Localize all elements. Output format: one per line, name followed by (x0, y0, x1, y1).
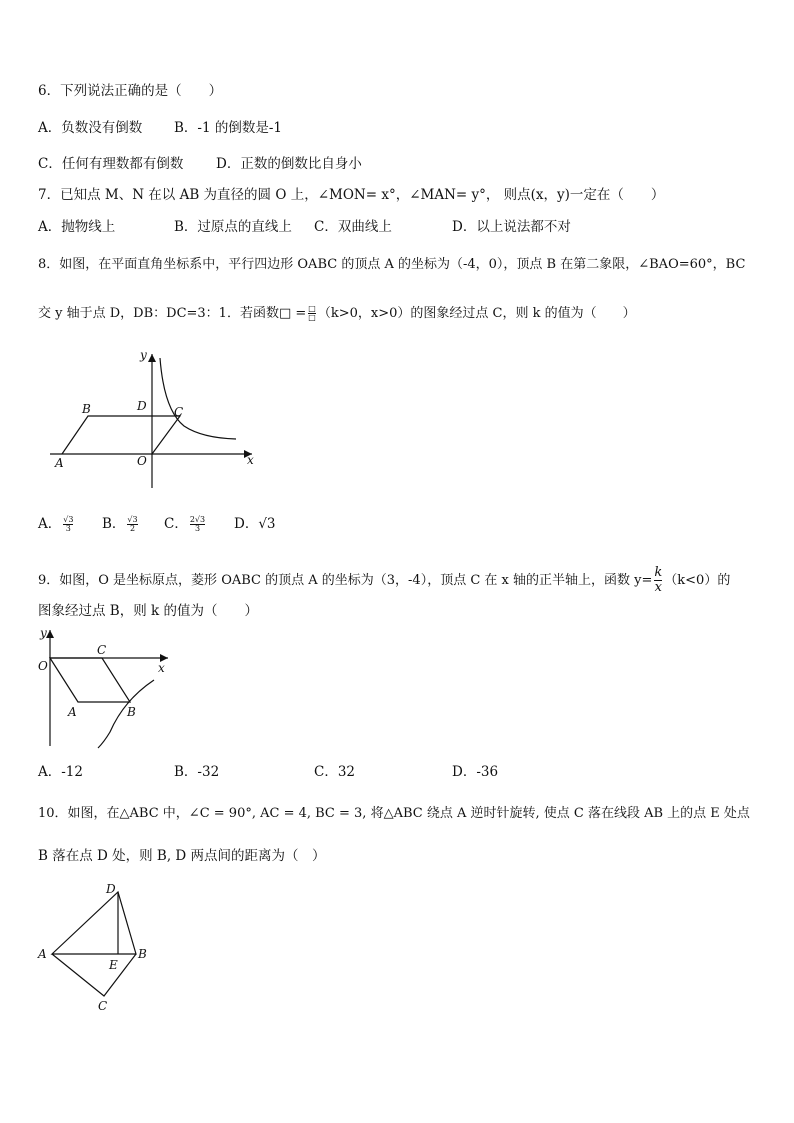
q9-label-b: B (127, 705, 136, 719)
q8-function-num: □ (308, 304, 316, 313)
q10-label-b: B (138, 947, 147, 961)
q8-option-b-frac (127, 516, 137, 533)
q8-stem-line2 (38, 305, 636, 323)
q8-label-y: y (140, 348, 147, 362)
q8-label-o: O (137, 454, 147, 468)
q8-option-c-num: 2√3 (189, 515, 206, 524)
q10-stem-line2: B 落在点 D 处，则 B, D 两点间的距离为（ ） (38, 848, 326, 864)
q8-option-b-num: √3 (127, 515, 138, 524)
q8-stem-line1: 8．如图，在平面直角坐标系中，平行四边形 OABC 的顶点 A 的坐标为（-4，0），顶点 B 在第二象限，∠BAO=60°，BC (38, 257, 746, 272)
q10-label-a: A (38, 947, 47, 961)
q9-label-a: A (68, 705, 77, 719)
q8-option-b (102, 515, 140, 533)
q9-function-fraction (654, 566, 662, 595)
q9-stem-part1: 9．如图，O 是坐标原点，菱形 OABC 的顶点 A 的坐标为（3，-4），顶点 C 在 x 轴的正半轴上，函数 y= (38, 573, 653, 588)
q8-option-c-frac (190, 516, 205, 533)
q9-option-b: B．-32 (174, 764, 220, 780)
q10-label-e: E (109, 958, 118, 972)
q8-function-fraction (308, 305, 316, 322)
q8-option-b-den: 2 (127, 524, 137, 533)
q9-label-c: C (97, 643, 107, 657)
q8-function-den: □ (308, 313, 316, 322)
q10-label-d: D (106, 882, 116, 896)
q8-figure (40, 340, 270, 495)
q8-label-d: D (137, 399, 147, 413)
q8-option-b-label: B． (102, 516, 126, 532)
q8-option-c (164, 515, 207, 533)
q8-option-c-label: C． (164, 516, 188, 532)
q8-option-a-label: A． (38, 516, 62, 532)
q8-option-c-den: 3 (190, 524, 205, 533)
q9-frac-den: x (654, 580, 662, 595)
q7-option-c: C．双曲线上 (314, 219, 392, 235)
q8-option-d (234, 515, 276, 533)
q8-label-a: A (55, 456, 64, 470)
q9-stem-line2: 图象经过点 B，则 k 的值为（ ） (38, 603, 258, 619)
q7-option-b: B．过原点的直线上 (174, 219, 292, 235)
q8-option-a-den: 3 (63, 524, 73, 533)
q6-option-d: D．正数的倒数比自身小 (216, 156, 362, 172)
q9-figure (36, 624, 176, 752)
q7-stem: 7．已知点 M、N 在以 AB 为直径的圆 O 上，∠MON= x°，∠MAN= y°， 则点(x，y)一定在（ ） (38, 187, 665, 203)
q6-stem: 6．下列说法正确的是（ ） (38, 83, 223, 99)
q9-frac-num: k (654, 565, 663, 580)
q7-option-a: A．抛物线上 (38, 219, 116, 235)
q9-stem-part2: （k<0）的 (664, 573, 731, 588)
q7-option-d: D．以上说法都不对 (452, 219, 571, 235)
q9-label-o: O (38, 659, 48, 673)
q8-stem-part1: 交 y 轴于点 D，DB：DC=3：1．若函数 (38, 306, 279, 321)
q10-label-c: C (98, 999, 108, 1013)
q8-label-b: B (82, 402, 91, 416)
q8-option-a (38, 515, 75, 533)
q9-option-a: A．-12 (38, 764, 83, 780)
q8-function-symbol: □ = (278, 306, 307, 321)
q9-option-d: D．-36 (452, 764, 499, 780)
q8-option-d-label: D． (234, 516, 259, 532)
q6-option-c: C．任何有理数都有倒数 (38, 156, 184, 172)
q9-stem-line1 (38, 566, 730, 595)
q9-label-y: y (40, 626, 47, 640)
q9-label-x: x (158, 661, 165, 675)
q8-label-x: x (247, 453, 254, 467)
q8-option-a-num: √3 (63, 515, 74, 524)
q9-option-c: C．32 (314, 764, 356, 780)
q8-label-c: C (174, 405, 184, 419)
q8-option-d-value: √3 (258, 516, 276, 532)
q10-stem-line1: 10．如图，在△ABC 中，∠C = 90°, AC = 4, BC = 3, 将△ABC 绕点 A 逆时针旋转, 使点 C 落在线段 AB 上的点 E 处点 (38, 806, 750, 821)
q6-option-b: B．-1 的倒数是-1 (174, 120, 283, 136)
q8-stem-part2: （k>0，x>0）的图象经过点 C，则 k 的值为（ ） (317, 306, 636, 321)
q8-option-a-frac (63, 516, 73, 533)
q10-figure (34, 878, 164, 1018)
q6-option-a: A．负数没有倒数 (38, 120, 143, 136)
